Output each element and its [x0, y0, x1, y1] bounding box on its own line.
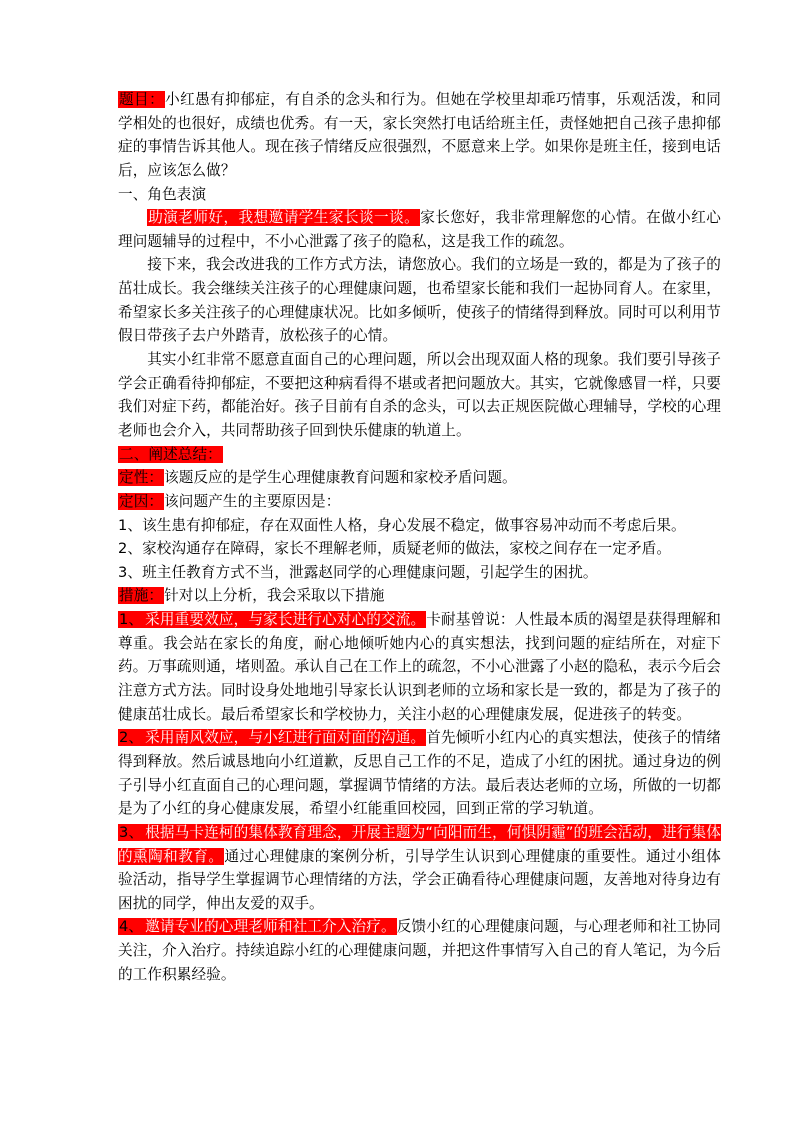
measure-item-1-run-2: 卡耐基曾说：人性最本质的渴望是获得理解和尊重。我会站在家长的角度，耐心地倾听她内心的真实想法，找到问题的症结所在，对症下药。万事疏则通，堵则盈。承认自己在工作上的疏忽，不小心泄露了小赵的隐私，表示今后会注意方式方法。同时设身处地地引导家长认识到老师的立场和家长是一致的，都是为了孩子的健康茁壮成长。最后希望家长和学校协力，关注小赵的心理健康发展，促进孩子的转变。: [118, 611, 721, 723]
section-heading-summary: [118, 443, 721, 467]
role-play-guidance-paragraph-run-0: 其实小红非常不愿意直面自己的心理问题，所以会出现双面人格的现象。我们要引导孩子学会正确看待抑郁症，不要把这种病看得不堪或者把问题放大。其实，它就像感冒一样，只要我们对症下药，都能治好。孩子目前有自杀的念头，可以去正规医院做心理辅导，学校的心理老师也会介入，共同帮助孩子回到快乐健康的轨道上。: [118, 351, 721, 439]
nature-paragraph-run-1: 该题反应的是学生心理健康教育问题和家校矛盾问题。: [164, 469, 517, 487]
measure-item-2-run-2: 首先倾听小红内心的真实想法，使孩子的情绪得到释放。然后诚恳地向小红道歉，反思自己工作的不足，造成了小红的困扰。通过身边的例子引导小红直面自己的心理问题，掌握调节情绪的方法。最后表达老师的立场，所做的一切都是为了小红的身心健康发展，希望小红能重回校园，回到正常的学习轨道。: [118, 729, 721, 818]
measure-item-3-run-2: 通过心理健康的案例分析，引导学生认识到心理健康的重要性。通过小组体验活动，指导学生掌握调节心理情绪的方法，学会正确看待心理健康问题，友善地对待身边有困扰的同学，伸出友爱的双手。: [118, 847, 721, 912]
measures-intro-paragraph-run-1: 针对以上分析，我会采取以下措施: [164, 587, 385, 605]
measure-item-2-run-1: 采用南风效应，与小红进行面对面的沟通。: [145, 729, 426, 747]
measure-item-2: [118, 726, 721, 821]
cause-item-1-run-0: 1、该生患有抑郁症，存在双面性人格，身心发展不稳定，做事容易冲动而不考虑后果。: [118, 516, 686, 534]
measure-item-1: [118, 608, 721, 726]
role-play-improvement-paragraph: [118, 253, 721, 348]
cause-item-3: [118, 561, 721, 585]
measures-intro-paragraph-run-0: 措施：: [119, 587, 164, 605]
role-play-opening-paragraph-run-0: 助演老师好，我想邀请学生家长谈一谈。: [148, 209, 420, 227]
measure-item-4-run-0: 4、: [119, 918, 144, 936]
cause-item-2-run-0: 2、家校沟通存在障碍，家长不理解老师，质疑老师的做法，家校之间存在一定矛盾。: [118, 540, 672, 558]
section-heading-summary-run-0: 二、阐述总结：: [119, 445, 222, 463]
cause-paragraph-run-0: 定因：: [119, 492, 164, 510]
measure-item-3-run-1: 根据马卡连柯的集体教育理念，开展主题为“向阳而生，何惧阴霾”的班会活动，进行集体的熏陶和教育。: [118, 823, 721, 865]
measure-item-3: [118, 821, 721, 916]
document-body: [118, 88, 721, 986]
role-play-opening-paragraph-run-1: 家长您好，我非常理解您的心情。在做小红心理问题辅导的过程中，不小心泄露了孩子的隐私，这是我工作的疏忽。: [118, 209, 721, 250]
measures-intro-paragraph: [118, 584, 721, 608]
cause-item-3-run-0: 3、班主任教育方式不当，泄露赵同学的心理健康问题，引起学生的困扰。: [118, 563, 598, 581]
measure-item-2-run-0: 2、: [119, 729, 144, 747]
measure-item-4-run-1: 邀请专业的心理老师和社工介入治疗。: [145, 918, 396, 936]
section-heading-role-play: [118, 183, 721, 207]
role-play-opening-paragraph: [118, 206, 721, 253]
measure-item-1-run-1: 采用重要效应，与家长进行心对心的交流。: [145, 611, 426, 629]
cause-item-1: [118, 514, 721, 538]
cause-item-2: [118, 537, 721, 561]
section-heading-role-play-run-0: 一、角色表演: [118, 185, 207, 203]
measure-item-3-run-0: 3、: [119, 823, 144, 841]
nature-paragraph-run-0: 定性：: [119, 469, 164, 487]
problem-statement-paragraph: [118, 88, 721, 183]
cause-paragraph-run-1: 该问题产生的主要原因是：: [164, 492, 341, 510]
role-play-improvement-paragraph-run-0: 接下来，我会改进我的工作方式方法，请您放心。我们的立场是一致的，都是为了孩子的茁壮成长。我会继续关注孩子的心理健康问题，也希望家长能和我们一起协同育人。在家里，希望家长多关注孩子的心理健康状况。比如多倾听，使孩子的情绪得到释放。同时可以利用节假日带孩子去户外踏青，放松孩子的心情。: [118, 256, 721, 345]
nature-paragraph: [118, 466, 721, 490]
role-play-guidance-paragraph: [118, 348, 721, 443]
cause-paragraph: [118, 490, 721, 514]
measure-item-4-run-2: 反馈小红的心理健康问题，与心理老师和社工协同关注，介入治疗。持续追踪小红的心理健康问题，并把这件事情写入自己的育人笔记，为今后的工作积累经验。: [118, 918, 721, 983]
problem-statement-paragraph-run-0: 题目：: [119, 91, 165, 108]
measure-item-4: [118, 915, 721, 986]
problem-statement-paragraph-run-1: 小红愚有抑郁症，有自杀的念头和行为。但她在学校里却乖巧情事，乐观活泼，和同学相处的也很好，成绩也优秀。有一天，家长突然打电话给班主任，责怪她把自己孩子患抑郁症的事情告诉其他人。现在孩子情绪反应很强烈，不愿意来上学。如果你是班主任，接到电话后，应该怎么做？: [118, 91, 721, 179]
measure-item-1-run-0: 1、: [119, 611, 144, 629]
